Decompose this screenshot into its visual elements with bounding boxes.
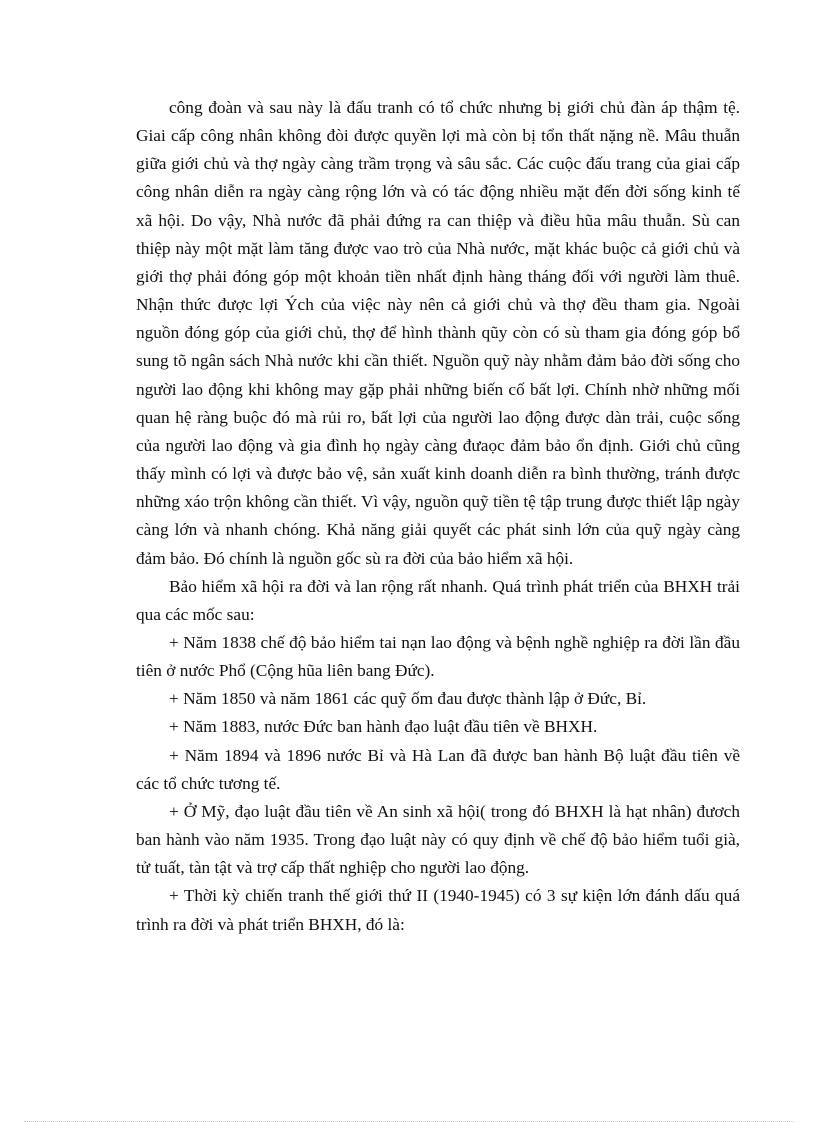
milestone-1894-1896: + Năm 1894 và 1896 nước Bỉ và Hà Lan đã được ban hành Bộ luật đầu tiên về các tổ chức tương tế.	[136, 745, 740, 793]
milestone-ww2: + Thời kỳ chiến tranh thế giới thứ II (1940-1945) có 3 sự kiện lớn đánh dấu quá trình ra đời và phát triển BHXH, đó là:	[136, 886, 740, 934]
page-bottom-rule	[24, 1121, 794, 1122]
paragraph-development-intro: Bảo hiểm xã hội ra đời và lan rộng rất nhanh. Quá trình phát triển của BHXH trải qua các mốc sau:	[136, 576, 740, 624]
document-body	[136, 94, 740, 939]
milestone-1850-1861: + Năm 1850 và năm 1861 các quỹ ốm đau được thành lập ở Đức, Bỉ.	[169, 689, 647, 709]
paragraph-origin-of-social-insurance: công đoàn và sau này là đấu tranh có tổ chức nhưng bị giới chủ đàn áp thậm tệ. Giai cấp công nhân không đòi được quyền lợi mà còn bị tổn thất nặng nề. Mâu thuẫn giữa giới chủ và thợ ngày càng trầm trọng và sâu sắc. Các cuộc đấu trang của giai cấp công nhân diễn ra ngày càng rộng lớn và có tác động nhiều mặt đến đời sống kinh tế xã hội. Do vậy, Nhà nước đã phải đứng ra can thiệp và điều hũa mâu thuẫn. Sù can thiệp này một mặt làm tăng được vao trò của Nhà nước, mặt khác buộc cả giới chủ và giới thợ phải đóng góp một khoản tiền nhất định hàng tháng đối với người làm thuê. Nhận thức được lợi Ých của việc này nên cả giới chủ và thợ đều tham gia. Ngoài nguồn đóng góp của giới chủ, thợ để hình thành qũy còn có sù tham gia đóng góp bổ sung tõ ngân sách Nhà nước khi cần thiết. Nguồn quỹ này nhằm đảm bảo đời sống cho người lao động khi không may gặp phải những biến cố bất lợi. Chính nhờ những mối quan hệ ràng buộc đó mà rủi ro, bất lợi của người lao động được dàn trải, cuộc sống của người lao động và gia đình họ ngày càng đưaọc đảm bảo ổn định. Giới chủ cũng thấy mình có lợi và được bảo vệ, sản xuất kinh doanh diễn ra bình thường, tránh được những xáo trộn không cần thiết. Vì vậy, nguồn quỹ tiền tệ tập trung được thiết lập ngày càng lớn và nhanh chóng. Khả năng giải quyết các phát sinh lớn của quỹ ngày càng đảm bảo. Đó chính là nguồn gốc sù ra đời của bảo hiểm xã hội.	[136, 98, 740, 568]
milestone-1883: + Năm 1883, nước Đức ban hành đạo luật đầu tiên về BHXH.	[169, 717, 598, 737]
milestone-1838: + Năm 1838 chế độ bảo hiểm tai nạn lao động và bệnh nghề nghiệp ra đời lần đầu tiên ở nước Phổ (Cộng hũa liên bang Đức).	[136, 632, 740, 681]
milestone-usa-1935: + Ở Mỹ, đạo luật đầu tiên về An sinh xã hội( trong đó BHXH là hạt nhân) đươch ban hành vào năm 1935. Trong đạo luật này có quy định về chế độ bảo hiểm tuổi già, tử tuất, tàn tật và trợ cấp thất nghiệp cho người lao động.	[136, 801, 740, 878]
